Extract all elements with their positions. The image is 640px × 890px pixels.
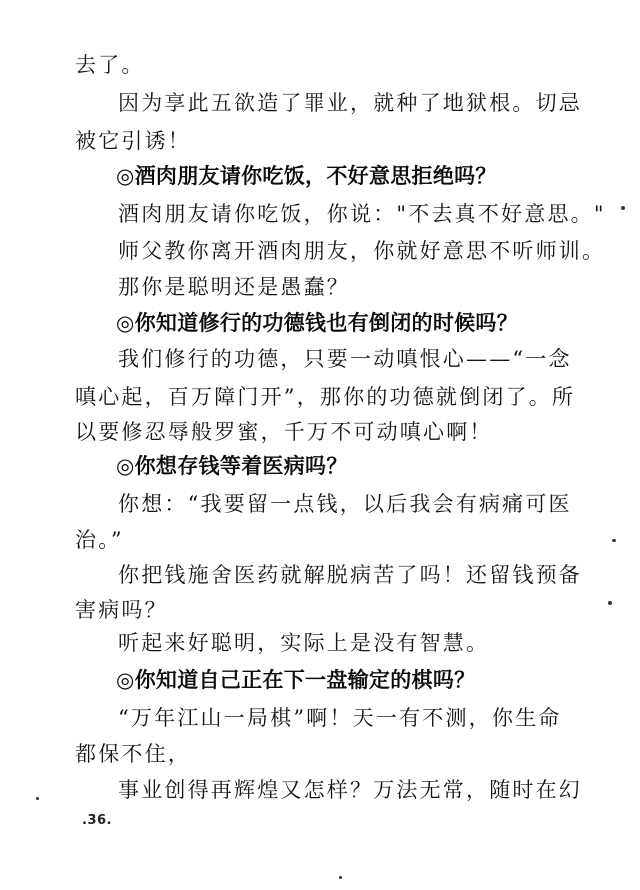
text-line-11: 以要修忍辱般罗蜜，千万不可动嗔心啊！ [75, 420, 493, 444]
text-line-20: 都保不住， [75, 742, 191, 766]
page-number: .36. [82, 813, 112, 828]
text-line-9: 我们修行的功德，只要一动嗔恨心——“一念 [118, 347, 572, 371]
text-line-15: 你把钱施舍医药就解脱病苦了吗！还留钱预备 [118, 563, 582, 587]
text-line-1: 去了。 [75, 53, 145, 77]
section-heading-2: ◎你知道修行的功德钱也有倒闭的时候吗？ [116, 311, 519, 335]
scan-speck [339, 876, 342, 879]
scan-speck [36, 797, 39, 800]
text-line-10: 嗔心起，百万障门开”，那你的功德就倒闭了。所 [75, 385, 576, 409]
text-line-16: 害病吗？ [75, 598, 168, 622]
text-line-13: 你想：“我要留一点钱，以后我会有病痛可医 [118, 492, 572, 516]
text-line-19: “万年江山一局棋”啊！天一有不测，你生命 [118, 706, 562, 730]
text-line-14: 治。” [75, 528, 124, 552]
scan-speck [621, 206, 625, 210]
text-line-5: 酒肉朋友请你吃饭，你说："不去真不好意思。" [118, 202, 606, 226]
scan-speck [612, 539, 616, 542]
text-line-6: 师父教你离开酒肉朋友，你就好意思不听师训。 [118, 239, 606, 263]
section-heading-4: ◎你知道自己正在下一盘输定的棋吗？ [116, 668, 476, 692]
section-heading-1: ◎酒肉朋友请你吃饭，不好意思拒绝吗？ [116, 164, 497, 188]
section-heading-3: ◎你想存钱等着医病吗？ [116, 454, 348, 478]
text-line-21: 事业创得再辉煌又怎样？万法无常，随时在幻 [118, 778, 582, 802]
text-line-3: 被它引诱！ [75, 129, 191, 153]
text-line-17: 听起来好聪明，实际上是没有智慧。 [118, 631, 490, 655]
scan-speck [608, 601, 612, 605]
text-line-7: 那你是聪明还是愚蠢？ [118, 275, 350, 299]
text-line-2: 因为享此五欲造了罪业，就种了地狱根。切忌 [118, 91, 582, 115]
